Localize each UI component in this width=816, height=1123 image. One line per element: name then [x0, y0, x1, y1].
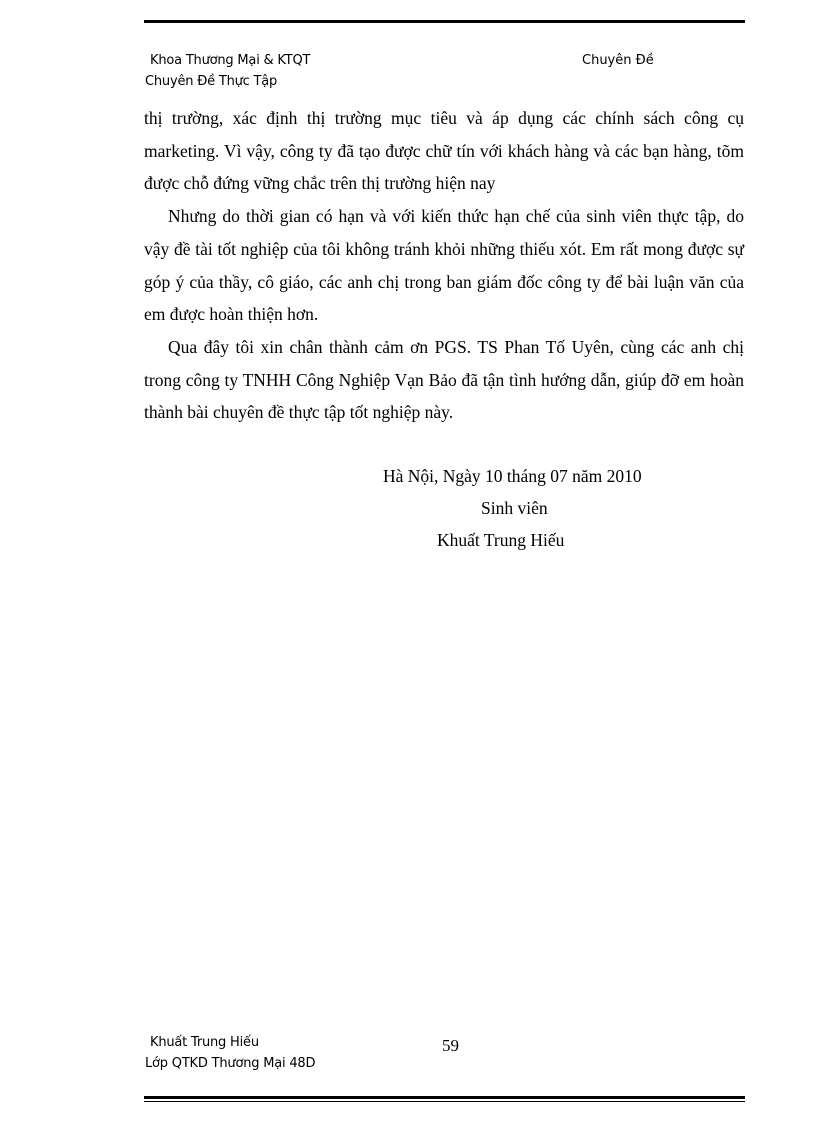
paragraph-2: Nhưng do thời gian có hạn và với kiến thức hạn chế của sinh viên thực tập, do vậy đề tài tốt nghiệp của tôi không tránh khỏi những thiếu xót. Em rất mong được sự góp ý của thầy, cô giáo, các anh chị trong ban giám đốc công ty để bài luận văn của em được hoàn thiện hơn.: [144, 206, 744, 325]
body-text: [144, 102, 744, 429]
footer-class: Lớp QTKD Thương Mại 48D: [145, 1056, 316, 1071]
paragraph-1: thị trường, xác định thị trường mục tiêu và áp dụng các chính sách công cụ marketing. Vì vậy, công ty đã tạo được chữ tín với khách hàng và các bạn hàng, tõm được chỗ đứng vững chắc trên thị trường hiện nay: [144, 108, 744, 194]
footer-rule-thin: [144, 1101, 745, 1102]
header-rule: [144, 20, 745, 23]
footer-rule-thick: [144, 1096, 745, 1099]
signature-role: Sinh viên: [481, 498, 548, 518]
header-subtitle: Chuyên Đề Thực Tập: [145, 74, 278, 89]
footer-author: Khuất Trung Hiếu: [150, 1035, 259, 1050]
header-faculty: Khoa Thương Mại & KTQT: [150, 53, 311, 68]
page-number: 59: [442, 1036, 459, 1055]
signature-name: Khuất Trung Hiếu: [437, 530, 565, 550]
paragraph-3: Qua đây tôi xin chân thành cảm ơn PGS. TS Phan Tố Uyên, cùng các anh chị trong công ty TNHH Công Nghiệp Vạn Bảo đã tận tình hướng dẫn, giúp đỡ em hoàn thành bài chuyên đề thực tập tốt nghiệp này.: [144, 336, 744, 423]
signature-date: Hà Nội, Ngày 10 tháng 07 năm 2010: [383, 466, 642, 486]
header-topic: Chuyên Đề: [582, 53, 654, 68]
